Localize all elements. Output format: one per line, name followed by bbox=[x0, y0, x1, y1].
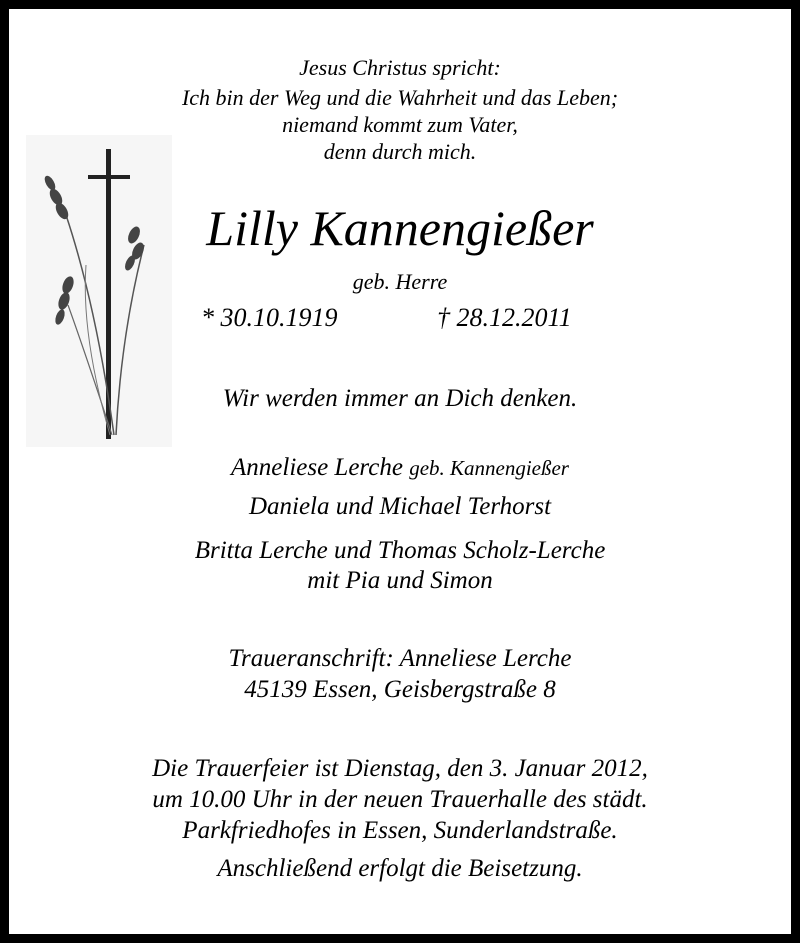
service-line-4: Anschließend erfolgt die Beisetzung. bbox=[217, 855, 583, 882]
birth-date: * 30.10.1919 bbox=[201, 303, 338, 332]
mourner-line-4: mit Pia und Simon bbox=[307, 567, 493, 594]
service-line-2: um 10.00 Uhr in der neuen Trauerhalle des städt. bbox=[152, 786, 648, 813]
birth-name: geb. Herre bbox=[352, 269, 448, 294]
verse-line-1: Jesus Christus spricht: bbox=[299, 55, 501, 80]
mourner-line-2: Daniela und Michael Terhorst bbox=[248, 493, 552, 520]
mourner-note: geb. Kannengießer bbox=[409, 456, 569, 480]
service-line-3: Parkfriedhofes in Essen, Sunderlandstraße. bbox=[182, 817, 618, 844]
address-line-2: 45139 Essen, Geisbergstraße 8 bbox=[244, 676, 556, 703]
mourner-line-3: Britta Lerche und Thomas Scholz-Lerche bbox=[194, 537, 606, 564]
verse-line-4: denn durch mich. bbox=[323, 139, 477, 164]
verse-line-2: Ich bin der Weg und die Wahrheit und das Leben; bbox=[181, 85, 619, 110]
memorial-message: Wir werden immer an Dich denken. bbox=[222, 385, 578, 412]
service-line-1: Die Trauerfeier ist Dienstag, den 3. Januar 2012, bbox=[152, 755, 648, 782]
mourner-line-1 bbox=[9, 455, 791, 480]
verse-line-3: niemand kommt zum Vater, bbox=[282, 112, 518, 137]
death-date: † 28.12.2011 bbox=[437, 303, 572, 332]
mourner-name: Anneliese Lerche bbox=[231, 454, 403, 481]
address-line-1: Traueranschrift: Anneliese Lerche bbox=[228, 645, 572, 672]
deceased-name: Lilly Kannengießer bbox=[206, 200, 594, 256]
